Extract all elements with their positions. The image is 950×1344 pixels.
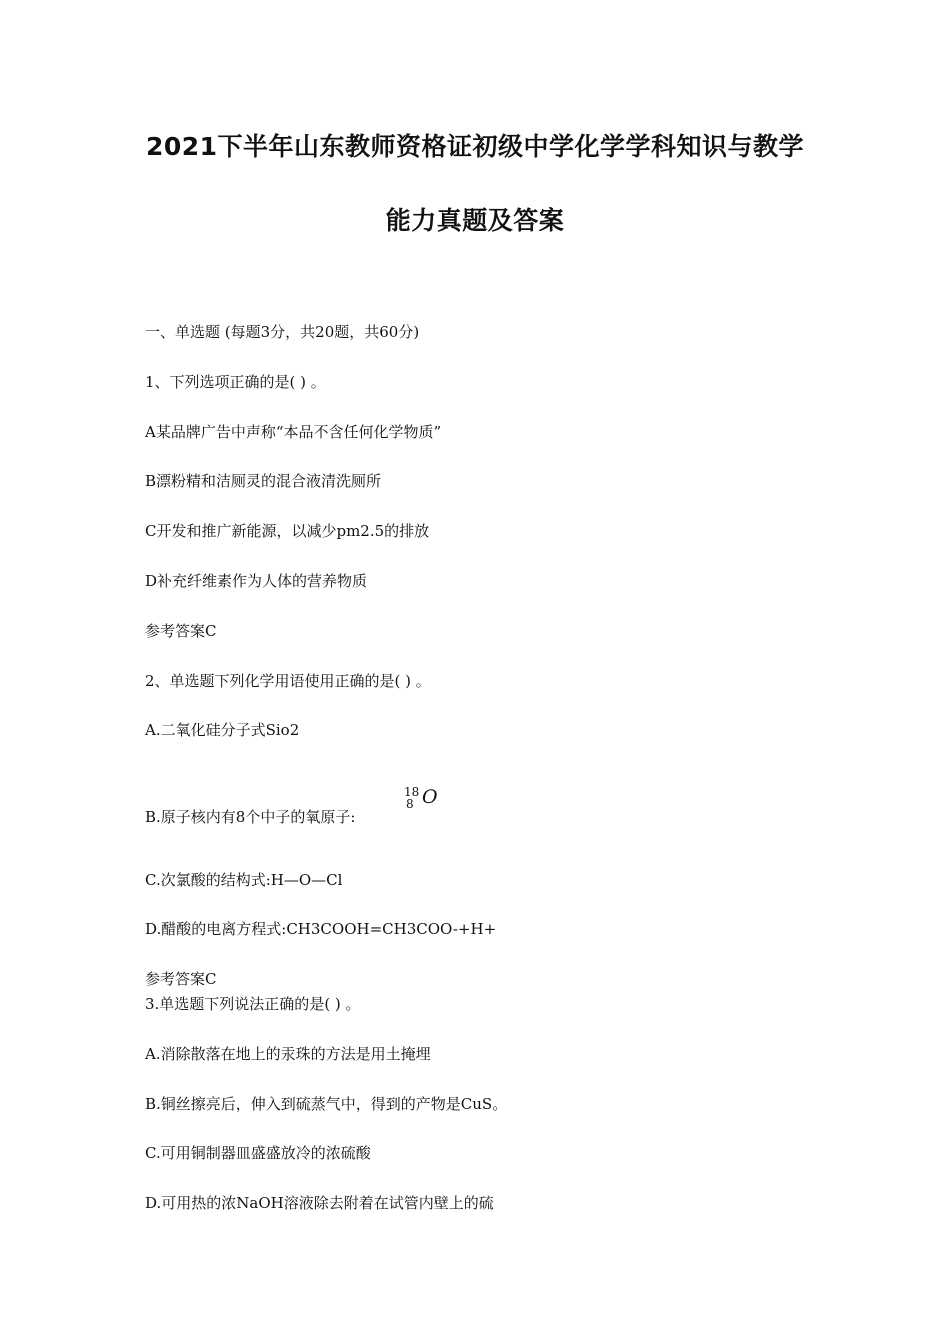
question-3-stem: 3.单选题下列说法正确的是( ) 。: [145, 995, 361, 1013]
question-1-option-d: D补充纤维素作为人体的营养物质: [145, 572, 368, 590]
question-2-option-a: A.二氧化硅分子式Sio2: [145, 721, 300, 739]
question-2-option-c: C.次氯酸的结构式:H—O—Cl: [145, 871, 343, 889]
section-heading: 一、单选题 (每题3分，共20题，共60分): [145, 323, 420, 341]
isotope-atomic-number: 8: [406, 797, 414, 811]
oxygen-isotope-formula: [404, 786, 444, 816]
question-3-option-b: B.铜丝擦亮后，伸入到硫蒸气中，得到的产物是CuS。: [145, 1095, 508, 1113]
question-1-option-b: B漂粉精和洁厕灵的混合液清洗厕所: [145, 472, 382, 490]
question-1-answer: 参考答案C: [145, 622, 217, 640]
question-1-option-a: A某品牌广告中声称“本品不含任何化学物质”: [145, 423, 442, 441]
document-title-line-1: 2021下半年山东教师资格证初级中学化学学科知识与教学: [145, 132, 805, 161]
question-2-option-d: D.醋酸的电离方程式:CH3COOH=CH3COO-+H+: [145, 920, 497, 938]
question-1-option-c: C开发和推广新能源，以减少pm2.5的排放: [145, 522, 430, 540]
isotope-mass-number: 18: [404, 785, 420, 799]
question-3-option-d: D.可用热的浓NaOH溶液除去附着在试管内壁上的硫: [145, 1194, 494, 1212]
question-2-option-b: B.原子核内有8个中子的氧原子:: [145, 808, 356, 826]
document-title-line-2: 能力真题及答案: [385, 206, 565, 235]
question-3-option-c: C.可用铜制器皿盛盛放冷的浓硫酸: [145, 1144, 371, 1162]
question-2-stem: 2、单选题下列化学用语使用正确的是( ) 。: [145, 672, 431, 690]
isotope-symbol: O: [422, 786, 438, 808]
question-2-answer: 参考答案C: [145, 970, 217, 988]
question-1-stem: 1、下列选项正确的是( ) 。: [145, 373, 326, 391]
question-3-option-a: A.消除散落在地上的汞珠的方法是用土掩埋: [145, 1045, 431, 1063]
